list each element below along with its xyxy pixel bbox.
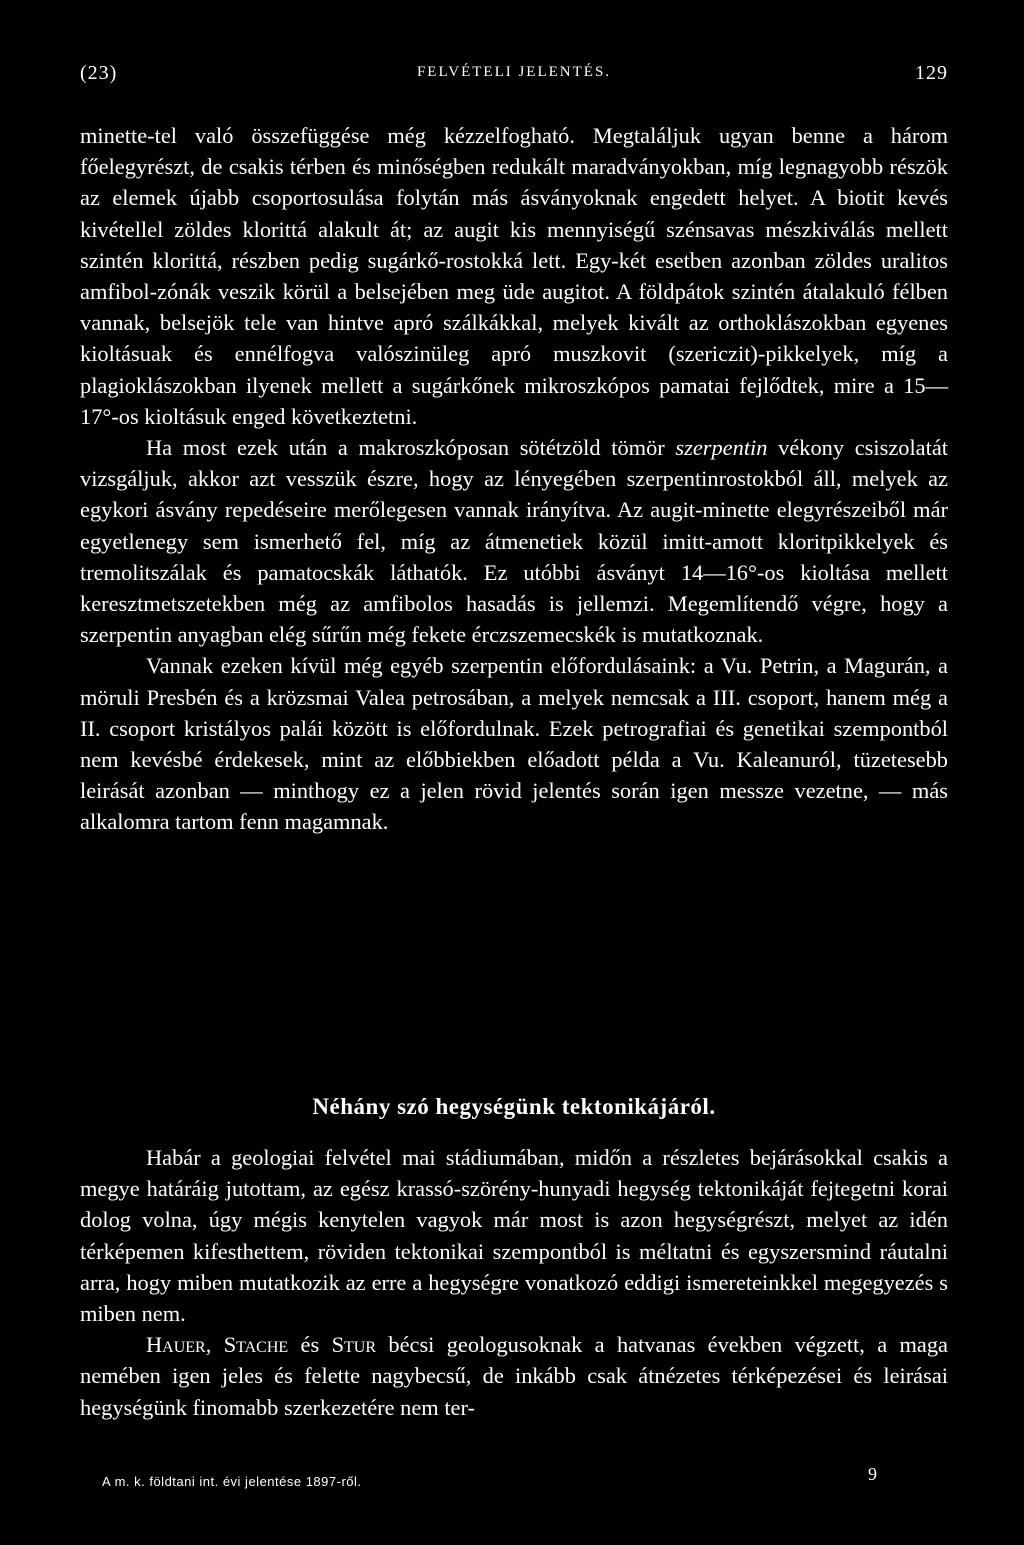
paragraph-4: Habár a geologiai felvétel mai stádiumában, midőn a részletes bejárásokkal csakis a megye határáig jutottam, az egész krassó-szörény-hunyadi hegység tektonikáját fejtegetni korai dolog volna, úgy mégis kenytelen vagyok már most is azon hegységrészt, melyet az idén térképemen kifesthettem, röviden tektonikai szempontból is méltatni és egyszersmind ráutalni arra, hogy miben mutatkozik az erre a hegységre vonatkozó eddigi ismereteinkkel megegyezés s miben nem.	[80, 1145, 948, 1327]
paragraph-5-text: bécsi geologusoknak a hatvanas években végzett, a maga nemében igen jeles és felette nagybecsű, de inkább csak átnézetes térképezései és leirásai hegységünk finomabb szerkezetére nem ter-	[80, 1332, 948, 1420]
footer-note: A m. k. földtani int. évi jelentése 1897-ről.	[102, 1474, 362, 1489]
italic-term: szerpentin	[675, 435, 768, 461]
paragraph-3: Vannak ezeken kívül még egyéb szerpentin előfordulásaink: a Vu. Petrin, a Magurán, a möruli Presbén és a krözsmai Valea petrosában, a melyek nemcsak a III. csoport, hanem még a II. csoport kristályos palái között is előfordulnak. Ezek petrografiai és genetikai szempontból nem kevésbé érdekesek, mint az előbbiekben előadott példa a Vu. Kaleanuról, tüzetesebb leirását azonban — minthogy ez a jelen rövid jelentés során igen messze vezetne, — más alkalomra tartom fenn magamnak.	[80, 653, 948, 835]
paragraph-1: minette-tel való összefüggése még kézzelfogható. Megtaláljuk ugyan benne a három főelegyrészt, de csakis térben és minőségben redukált maradványokban, míg legnagyobb részök az elemek újabb csoportosulása folytán más ásványoknak engedett helyet. A biotit kevés kivétellel zöldes klorittá alakult át; az augit kis mennyiségű szénsavas mészkiválás mellett szintén klorittá, részben pedig sugárkő-rostokká lett. Egy-két esetben azonban zöldes uralitos amfibol-zónák veszik körül a belsejében meg üde augitot. A földpátok szintén átalakuló félben vannak, belsejök tele van hintve apró szálkákkal, melyek kivált az orthoklászokban egyenes kioltásuak és ennélfogva valószinüleg apró muszkovit (szericzit)-pikkelyek, míg a plagioklászokban ilyenek mellett a sugárkőnek mikroszkópos pamatai fejlődtek, mire a 15—17°-os kioltásuk enged következtetni.	[80, 123, 948, 429]
author-stur: Stur	[331, 1332, 377, 1358]
body-text	[80, 120, 948, 838]
section-heading: Néhány szó hegységünk tektonikájáról.	[312, 1094, 716, 1119]
header-section-number: (23)	[80, 62, 118, 84]
conjunction: és	[300, 1332, 320, 1358]
header-page-number: 129	[915, 62, 948, 84]
author-hauer: Hauer	[146, 1332, 206, 1358]
paragraph-2: Ha most ezek után a makroszkóposan sötétzöld tömör szerpentin vékony csiszolatát vizsgáljuk, akkor azt vesszük észre, hogy az lényegében szerpentinrostokból áll, melyek az egykori ásvány repedéseire merőlegesen vannak irányítva. Az augit-minette elegyrészeiből már egyetlenegy sem ismerhető fel, míg az átmenetiek közül imitt-amott kloritpikkelyek és tremolitszálak és pamatocskák láthatók. Ez utóbbi ásványt 14—16°-os kioltása mellett keresztmetszetekben még az amfibolos hasadás is jellemzi. Megemlítendő végre, hogy a szerpentin anyagban elég sűrűn még fekete érczszemecskék is mutatkoznak.	[80, 435, 948, 648]
header-title: FELVÉTELI JELENTÉS.	[416, 64, 612, 80]
running-header	[80, 62, 948, 92]
paragraph-5: Hauer, Stache és Stur bécsi geologusoknak a hatvanas években végzett, a maga nemében igen jeles és felette nagybecsű, de inkább csak átnézetes térképezései és leirásai hegységünk finomabb szerkezetére nem ter-	[80, 1332, 948, 1420]
signature-number: 9	[868, 1464, 877, 1484]
body-text-2	[80, 1142, 948, 1423]
author-stache: Stache	[223, 1332, 289, 1358]
